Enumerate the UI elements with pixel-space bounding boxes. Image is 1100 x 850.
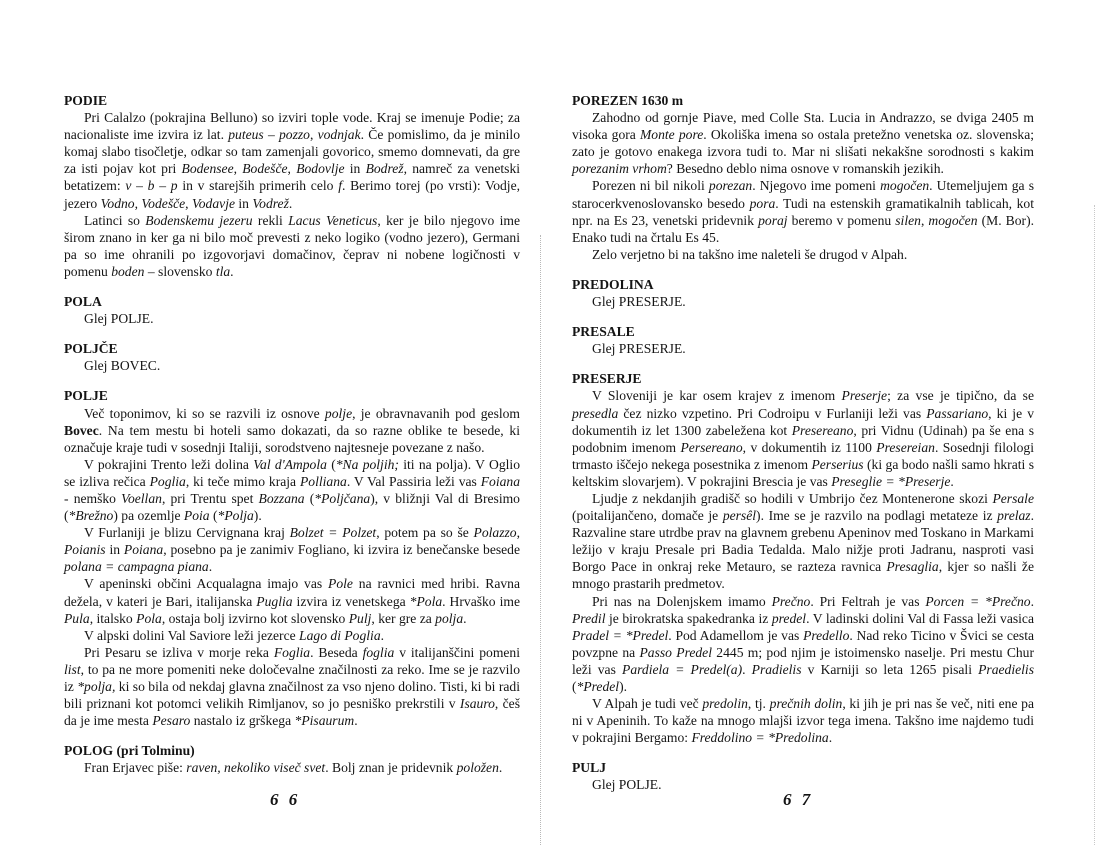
dictionary-entry — [64, 340, 520, 374]
entry-paragraph: Latinci so Bodenskemu jezeru rekli Lacus Veneticus, ker je bilo njegovo ime širom znano in ker ga ni bilo moč prevesti z neko logiko (vodno jezero), Germani pa so ime ohranili po izgovorjavi domačinov, čeprav ni nobene logičnosti v pomenu boden – slovensko tla. — [64, 212, 520, 279]
page-number-right: 6 7 — [783, 790, 814, 809]
entry-paragraph: V Alpah je tudi več predolin, tj. prečnih dolin, ki jih je pri nas še več, niti ene pa ni v Apeninih. To kaže na mnogo mlajši izvor tega imena. Takšno ime najdemo tudi v pokrajini Bergamo: Freddolino = *Predolina. — [572, 696, 1035, 746]
entry-heading: POLJČE — [64, 341, 118, 357]
entry-paragraph: Fran Erjavec piše: raven, nekoliko viseč svet. Bolj znan je pridevnik položen. — [84, 760, 503, 776]
cross-reference: Glej PRESERJE. — [592, 341, 686, 357]
right-page — [572, 92, 1034, 807]
left-page — [64, 92, 520, 789]
dictionary-entry — [572, 759, 1034, 793]
entry-paragraph: Ljudje z nekdanjih gradišč so hodili v Umbrijo čez Montenerone skozi Persale (poitalijančeno, domače je persêl). Ime se je razvilo na podlagi metateze iz prelaz. Razvaline stare utrdbe prav na glavnem grebenu Apeninov med Toskano in Markami ležijo v kraju Presale pri Badia Tedalda. Malo nižje proti Jadranu, nasproti vasi Borgo Pace in onkraj reke Metauro, se razteza ravnica Presaglia, kjer so našli že mnogo prastarih predmetov. — [572, 490, 1034, 592]
entry-heading: POLOG (pri Tolminu) — [64, 743, 195, 759]
dictionary-entry — [572, 276, 1034, 310]
dictionary-entry — [572, 92, 1034, 263]
entry-paragraph: Pri nas na Dolenjskem imamo Prečno. Pri Feltrah je vas Porcen = *Prečno. Predil je birokratska spakedranka iz predel. V ladinski dolini Val di Fassa leži vasica Pradel = *Predel. Pod Adamellom je vas Predello. Nad reko Ticino v Švici se cesta povzpne na Passo Predel 2445 m; pod njim je istoimensko naselje. Pri mestu Chur leži vas Pardiela = Predel(a). Pradielis v Karniji so leta 1265 pisali Praedielis (*Predel). — [572, 593, 1035, 694]
entry-paragraph: Porezen ni bil nikoli porezan. Njegovo ime pomeni mogočen. Utemeljujem ga s starocerkvenoslovansko besedo pora. Tudi na estenskih gramatikalnih tablicah, kot npr. na Es 23, venetski pridevnik poraj beremo v pomenu silen, mogočen (M. Bor). Enako tudi na črtalu Es 45. — [572, 178, 1035, 245]
entry-heading: PRESERJE — [572, 371, 642, 387]
entry-paragraph: Pri Calalzo (pokrajina Belluno) so izviri tople vode. Kraj se imenuje Podie; za nacionaliste ime izvira iz lat. puteus – pozzo, vodnjak. Če pomislimo, da je minilo komaj slabo tisočletje, odkar so tam zamenjali govorico, smemo domnevati, da gre za isti pojav kot pri Bodensee, Bodešče, Bodovlje in Bodrež, namreč za venetski betatizem: v – b – p in v starejših primerih celo f. Berimo torej (po vrsti): Vodje, jezero Vodno, Vodešče, Vodavje in Vodrež. — [64, 110, 521, 211]
entry-heading: PODIE — [64, 93, 108, 108]
entry-heading: POREZEN 1630 m — [572, 93, 684, 108]
entry-paragraph: V Sloveniji je kar osem krajev z imenom Preserje; za vse je tipično, da se presedla čez nizko vzpetino. Pri Codroipu v Furlaniji leži vas Passariano, ki je v dokumentih iz let 1300 zabeležena kot Presereano, pri Vidnu (Udinah) pa še ena s podobnim imenom Persereano, v dokumentih iz 1100 Presereian. Sosednji filologi trmasto iščejo nekega posestnika z imenom Perserius (ki ga bodo našli samo hkrati s keltskim slovarjem). V pokrajini Brescia je vas Preseglie = *Preserje. — [572, 388, 1034, 489]
entry-paragraph: V alpski dolini Val Saviore leži jezerce Lago di Poglia. — [84, 627, 385, 643]
cross-reference: Glej BOVEC. — [84, 358, 161, 374]
entry-paragraph: Zelo verjetno bi na takšno ime naleteli še drugod v Alpah. — [592, 246, 908, 262]
entry-heading: PULJ — [572, 760, 606, 776]
entry-paragraph: Pri Pesaru se izliva v morje reka Foglia. Beseda foglia v italijanščini pomeni list, to pa ne more pomeniti neke določevalne značilnosti za reko. Ime se je razvilo iz *polja, ki so bila od nekdaj glavna značilnost za vso njeno dolino. Tisti, ki bi radi bili priznani kot potomci velikih Rimljanov, so jo pesniško prekrstili v Isauro, češ da je ime mesta Pesaro nastalo iz grškega *Pisaurum. — [64, 644, 521, 729]
page-edge — [1094, 205, 1096, 845]
entry-heading: POLA — [64, 294, 102, 310]
page-number-left: 6 6 — [270, 790, 301, 809]
cross-reference: Glej PRESERJE. — [592, 294, 686, 310]
dictionary-entry — [64, 387, 520, 729]
dictionary-entry — [572, 370, 1034, 746]
dictionary-entry — [64, 293, 520, 327]
dictionary-entry — [64, 92, 520, 280]
dictionary-entry — [572, 323, 1034, 357]
entry-paragraph: Zahodno od gornje Piave, med Colle Sta. Lucia in Andrazzo, se dviga 2405 m visoka gora Monte pore. Okoliška imena so ostala pretežno venetska oz. slovenska; zato je gotovo enakega izvora tudi to. Mar ni slišati nekakšne sorodnosti s kakim porezanim vrhom? Besedno deblo nima osnove v romanskih jezikih. — [572, 110, 1034, 177]
dictionary-entry — [64, 742, 520, 776]
entry-paragraph: Več toponimov, ki so se razvili iz osnove polje, je obravnavanih pod geslom Bovec. Na tem mestu bi hoteli samo dokazati, da so razne oblike te besede, ki označuje kraje tudi v sosednji Italiji, sorodstveno najtesneje povezane z našo. — [64, 405, 521, 455]
cross-reference: Glej POLJE. — [84, 311, 154, 327]
cross-reference: Glej POLJE. — [592, 777, 662, 793]
entry-heading: POLJE — [64, 388, 108, 404]
entry-paragraph: V apeninski občini Acqualagna imajo vas Pole na ravnici med hribi. Ravna dežela, v kateri je Bari, italijanska Puglia izvira iz venetskega *Pola. Hrvaško ime Pula, italsko Pola, ostaja bolj izvirno kot slovensko Pulj, ker gre za polja. — [64, 576, 521, 626]
entry-paragraph: V pokrajini Trento leži dolina Val d'Ampola (*Na poljih; iti na polja). V Oglio se izliva rečica Poglia, ki teče mimo kraja Polliana. V Val Passiria leži vas Foiana - nemško Voellan, pri Trentu spet Bozzana (*Poljčana), v bližnji Val di Bresimo (*Brežno) pa ozemlje Poia (*Polja). — [64, 456, 520, 524]
page-gutter-divider — [540, 235, 542, 845]
entry-heading: PREDOLINA — [572, 276, 654, 292]
entry-paragraph: V Furlaniji je blizu Cervignana kraj Bolzet = Polzet, potem pa so še Polazzo, Poianis in Poiana, posebno pa je zanimiv Fogliano, ki izvira iz benečanske besede polana = campagna piana. — [64, 525, 521, 575]
entry-heading: PRESALE — [572, 324, 635, 340]
